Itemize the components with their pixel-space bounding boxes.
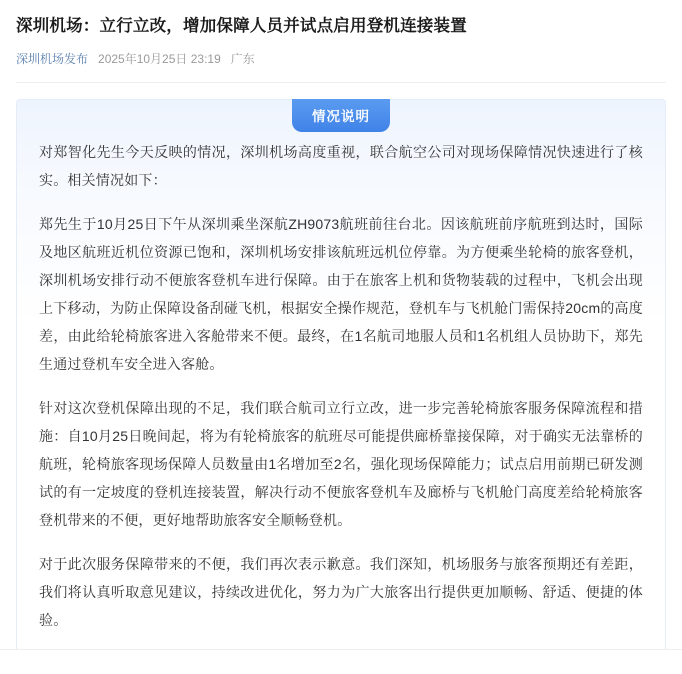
article-region: 广东	[230, 51, 255, 66]
statement-paragraph-4: 对于此次服务保障带来的不便，我们再次表示歉意。我们深知，机场服务与旅客预期还有差距，我们将认真听取意见建议，持续改进优化，努力为广大旅客出行提供更加顺畅、舒适、便捷的体验。	[39, 555, 643, 628]
article-meta	[16, 51, 666, 68]
statement-card-wrapper	[0, 83, 682, 661]
statement-paragraph-3: 针对这次登机保障出现的不足，我们联合航司立行立改，进一步完善轮椅旅客服务保障流程和措施：自10月25日晚间起，将为有轮椅旅客的航班尽可能提供廊桥靠接保障，对于确实无法靠桥的航班，轮椅旅客现场保障人员数量由1名增加至2名，强化现场保障能力；试点启用前期已研发测试的有一定坡度的登机连接装置，解决行动不便旅客登机车及廊桥与飞机舱门高度差给轮椅旅客登机带来的不便，更好地帮助旅客安全顺畅登机。	[39, 399, 643, 528]
statement-body	[39, 138, 643, 634]
article-date: 2025年10月25日 23:19	[98, 51, 221, 66]
page-title: 深圳机场：立行立改，增加保障人员并试点启用登机连接装置	[16, 17, 467, 35]
article-header	[0, 0, 682, 83]
page-bottom-strip	[0, 649, 682, 674]
statement-card	[16, 99, 666, 661]
statement-paragraph-2: 郑先生于10月25日下午从深圳乘坐深航ZH9073航班前往台北。因该航班前序航班到达时，国际及地区航班近机位资源已饱和，深圳机场安排该航班远机位停靠。为方便乘坐轮椅的旅客登机，深圳机场安排行动不便旅客登机车进行保障。由于在旅客上机和货物装载的过程中，飞机会出现上下移动，为防止保障设备刮碰飞机，根据安全操作规范，登机车与飞机舱门需保持20cm的高度差，由此给轮椅旅客进入客舱带来不便。最终，在1名航司地服人员和1名机组人员协助下，郑先生通过登机车安全进入客舱。	[39, 215, 643, 372]
article-source[interactable]: 深圳机场发布	[16, 51, 89, 66]
statement-paragraph-1: 对郑智化先生今天反映的情况，深圳机场高度重视，联合航空公司对现场保障情况快速进行了核实。相关情况如下：	[39, 143, 643, 188]
statement-badge: 情况说明	[292, 99, 390, 132]
